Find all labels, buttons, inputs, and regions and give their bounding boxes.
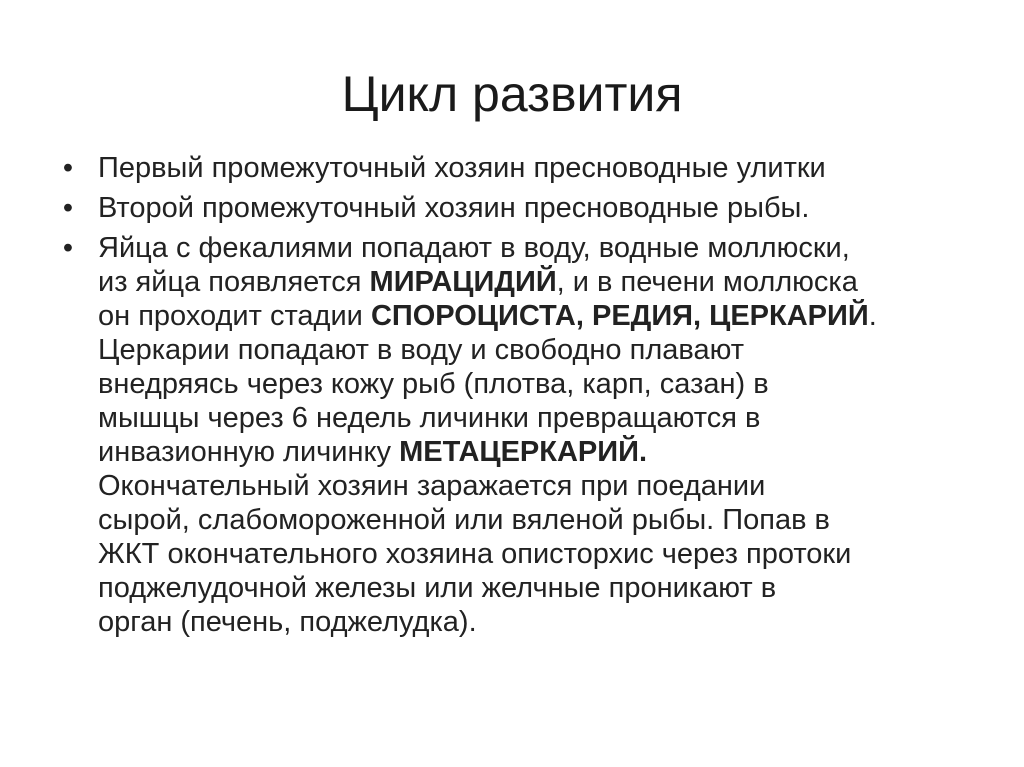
text-segment: орган (печень, поджелудка). [98,606,477,638]
text-segment: , и в печени моллюска [556,266,858,298]
text-line [98,503,984,537]
term-miracidium: МИРАЦИДИЙ [369,266,557,298]
text-segment: ЖКТ окончательного хозяина описторхис через протоки [98,538,852,570]
text-line [98,401,984,435]
text-line [98,265,984,299]
term-stages: СПОРОЦИСТА, РЕДИЯ, ЦЕРКАРИЙ [370,300,869,332]
text-segment: Окончательный хозяин заражается при поедании [98,470,766,502]
text-segment: . [868,300,877,332]
text-segment: мышцы через 6 недель личинки превращаются в [98,402,761,434]
text-line [98,299,984,333]
bullet-text: Первый промежуточный хозяин пресноводные улитки [98,152,826,184]
text-line [98,605,984,639]
text-segment: внедряясь через кожу рыб (плотва, карп, сазан) в [98,368,769,400]
text-line [98,367,984,401]
bullet-item [0,231,1024,639]
text-line [98,571,984,605]
text-segment: из яйца появляется [98,266,370,298]
text-segment: он проходит стадии [98,300,371,332]
slide-title: Цикл развития [341,66,683,122]
bullet-item [0,151,1024,185]
text-line [98,435,984,469]
text-line [98,231,984,265]
bullet-text: Второй промежуточный хозяин пресноводные рыбы. [98,192,810,224]
term-metacercaria: МЕТАЦЕРКАРИЙ. [399,436,648,468]
text-segment: Церкарии попадают в воду и свободно плавают [98,334,744,366]
text-segment: инвазионную личинку [98,436,400,468]
bullet-list [0,151,1024,645]
text-line [98,537,984,571]
bullet-dot: • [62,232,74,264]
bullet-paragraph [98,231,984,639]
bullet-dot: • [62,192,74,224]
text-segment: поджелудочной железы или желчные проникают в [98,572,777,604]
text-segment: Яйца с фекалиями попадают в воду, водные моллюски, [98,232,850,264]
text-segment: сырой, слабомороженной или вяленой рыбы. Попав в [98,504,830,536]
text-line [98,469,984,503]
bullet-dot: • [62,152,74,184]
text-line [98,333,984,367]
bullet-item [0,191,1024,225]
